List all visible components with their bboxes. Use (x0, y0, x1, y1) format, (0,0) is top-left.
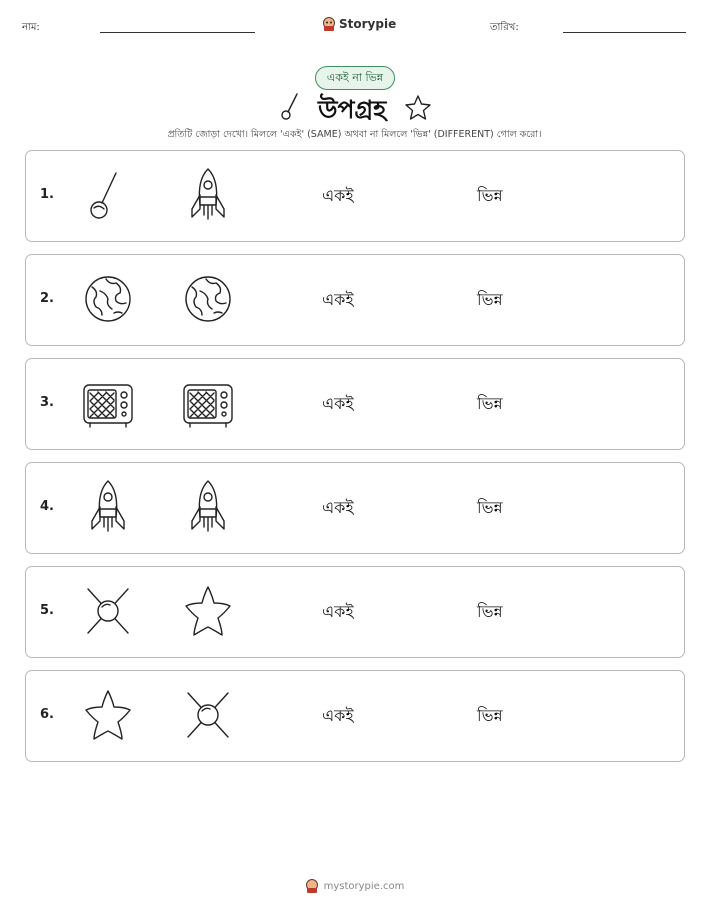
name-field[interactable] (100, 32, 255, 33)
worksheet-badge: একই না ভিন্ন (315, 66, 395, 90)
star-icon (403, 94, 433, 122)
option-same[interactable]: একই (322, 186, 354, 205)
earth-icon (78, 269, 138, 329)
storypie-mascot-icon (305, 878, 319, 894)
date-field[interactable] (563, 32, 686, 33)
title-row (0, 88, 709, 124)
star-icon (78, 685, 138, 745)
question-number: 5. (40, 603, 54, 618)
option-same[interactable]: একই (322, 394, 354, 413)
satellite-icon (178, 685, 238, 745)
option-same[interactable]: একই (322, 706, 354, 725)
question-number: 1. (40, 187, 54, 202)
date-label: তারিখ: (490, 22, 519, 33)
question-row (25, 670, 685, 762)
question-row (25, 254, 685, 346)
footer (0, 878, 709, 894)
footer-url: mystorypie.com (323, 880, 405, 892)
lollipop-icon (78, 165, 138, 225)
question-row (25, 566, 685, 658)
rocket-icon (178, 477, 238, 537)
oven-icon (178, 373, 238, 433)
rocket-icon (78, 477, 138, 537)
option-same[interactable]: একই (322, 290, 354, 309)
question-number: 6. (40, 707, 54, 722)
option-different[interactable]: ভিন্ন (477, 498, 503, 517)
rocket-icon (178, 165, 238, 225)
question-number: 4. (40, 499, 54, 514)
option-different[interactable]: ভিন্ন (477, 290, 503, 309)
option-same[interactable]: একই (322, 498, 354, 517)
option-same[interactable]: একই (322, 602, 354, 621)
lollipop-icon (280, 92, 302, 122)
earth-icon (178, 269, 238, 329)
question-number: 3. (40, 395, 54, 410)
star-icon (178, 581, 238, 641)
brand-logo (322, 16, 396, 32)
option-different[interactable]: ভিন্ন (477, 394, 503, 413)
question-number: 2. (40, 291, 54, 306)
satellite-icon (78, 581, 138, 641)
page-title: উপগ্রহ (318, 95, 387, 124)
oven-icon (78, 373, 138, 433)
question-row (25, 358, 685, 450)
option-different[interactable]: ভিন্ন (477, 602, 503, 621)
storypie-mascot-icon (322, 16, 336, 32)
instructions-text: প্রতিটি জোড়া দেখো। মিললে 'একই' (SAME) অথবা না মিললে 'ভিন্ন' (DIFFERENT) গোল করো। (167, 129, 542, 140)
name-label: নাম: (22, 22, 40, 33)
worksheet-header (0, 16, 709, 36)
brand-name: Storypie (339, 17, 397, 31)
option-different[interactable]: ভিন্ন (477, 186, 503, 205)
question-row (25, 150, 685, 242)
question-row (25, 462, 685, 554)
option-different[interactable]: ভিন্ন (477, 706, 503, 725)
